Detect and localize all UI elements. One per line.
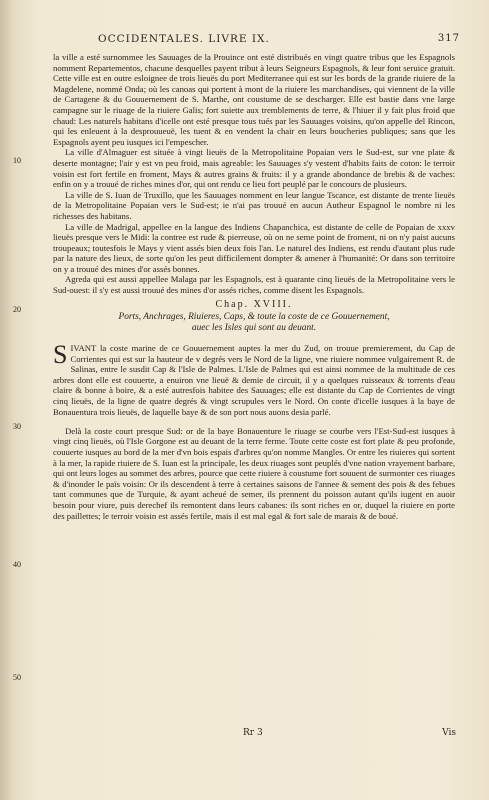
paragraph-truxillo <box>53 190 455 222</box>
running-header <box>40 33 460 47</box>
paragraph-text: La ville de S. Iuan de Truxillo, que les Sauuages nomment en leur langue Tscance, est distante de trente lieuës de la Metropolitaine Popaian vers le Sud-est; ie n'ai pas trouué en aucun Autheur Espagnol le nombre ni les richesses des habitans. <box>53 189 455 221</box>
chapter-title-line-2: auec les Isles qui sont au deuant. <box>191 323 317 334</box>
paragraph-text: La ville de Madrigal, appellee en la langue des Indiens Chapanchica, est distante de celle de Popaian de xxxv lieuës presque vers le Midi: la contree est rude & pierreuse, où on ne seme point de froment, ni on n'y paist aucuns troupeaux; toutesfois le Mays y vient assés bien deux fois l'an. Le naturel des Indiens, est rendu d'autant plus rude par la nature des lieux, de sorte qu'on les peut difficilement dompter & amener à l'humanité: Or dans son territoire on y a trouué des mines d'or assés bonnes. <box>53 221 455 274</box>
paragraph-text: IVANT la coste marine de ce Gouuernement auptes la mer du Zud, on trouue premierement, du Cap de Corrientes qui est sur la hauteur de v degrés vers le Nord de la ligne, vne riuiere nommee vulgairement R. de Salinas, entre le susdit Cap & l'Isle de Palmes. L'Isle de Palmes qui est ainsi nommee de la multitude de ces arbres dont elle est couuerte, a enuiron vne lieuë & demie de circuit, il y a quelques ruisseaux & torrents d'eau claire & bonne à boire, & a esté autresfois habitee des Sauuages; elle est distante du Cap de Corrientes de vingt cinq lieuës, de la ligne de quatre degrés & vingt scrupules vers le Nord. On conte d'icelle iusques à la baye de Bonauentura trois lieuës, de laquelle baye & de son port nous auons desia parlé. <box>53 342 455 417</box>
paragraph-agreda <box>53 274 455 295</box>
page-number: 317 <box>437 33 460 44</box>
drop-cap: S <box>53 339 68 369</box>
paragraph-madrigal <box>53 222 455 275</box>
page-footer <box>53 728 456 742</box>
paragraph-coast-continued <box>53 426 455 521</box>
catchword: Vis <box>442 728 456 738</box>
paragraph-text: Agreda qui est aussi appellee Malaga par les Espagnols, est à quarante cinq lieuës de la Metropolitaine vers le Sud-ouest: il s'y est aussi trouué des mines d'or assés riches, comme disent les Espagnols. <box>53 274 455 296</box>
margin-line-number: 10 <box>13 156 21 165</box>
chapter-title <box>53 312 455 334</box>
margin-line-number: 40 <box>13 560 21 569</box>
paragraph-text: Delà la coste court presque Sud: or de la baye Bonauenture le riuage se courbe vers l'Est-Sud-est iusques à vingt cinq lieuës, où l'Isle Gorgone est au deuant de la terre ferme. Toute cette coste est fort plate & peu profonde, couuerte iusques au bord de la mer d'vn bois espais d'arbres qu'on nomme Mangles. Or entre les riuieres qui sortent à la mer, la rapide riuiere de S. Iuan est la principale, les deux riuages sont peuplés d'vne nation vrayement barbare, qui ont leurs loges au sommet des arbres, pource que cette riuiere à coustume fort souuent de surmonter ces riuages & d'inonder le païs voisin: Or ils descendent à terre à certaines saisons de l'annee & sement des pois & des febues tant communes que de Turquie, & ayant acheué de semer, ils prennent du poisson autant qu'ils iugent en auoir besoin pour viure, puis derechef ils remontent dans leurs cabanes: ils sont riches en or, duquel la riuiere en porte des paillettes; le terroir voisin est assés fertile, mais il est mal egal & fort sale de marais & de boué. <box>53 425 455 521</box>
paragraph-text: La ville d'Almaguer est située à vingt lieuës de la Metropolitaine Popaian vers le Sud-est, sur vne plate & deserte montagne; l'air y est vn peu froid, mais agreable: les Sauuages s'y vestent d'habits faits de coton: le terroir voisin est fort fertile en froment, Mays & autres grains & fruits: il y a grande abondance de brebis & de vaches: enfin on y a trouué de riches mines d'or, qui ont rendu ce lieu fort peuplé par le concours de plusieurs. <box>53 147 455 190</box>
signature-mark: Rr 3 <box>243 728 263 738</box>
running-title: OCCIDENTALES. LIVRE IX. <box>98 33 270 45</box>
margin-line-number: 50 <box>13 673 21 682</box>
paragraph-text: la ville a esté surnommee les Sauuages de la Prouince ont esté distribués en vingt quatre tribus que les Espagnols nomment Repartementos, chacune desquelles payent tribut à leurs Seigneurs Espagnols, & leur font seruice gratuit. Cette ville est en outre esloignee de trois lieuës du port Mediterranee qui est sur les bords de la grande riuiere de la Magdelene, nommé Onda; où les canoas qui portent à mont de la riuiere les marchandises, qui viennent de la ville de Cartagene & du Gouuernement de S. Marthe, ont coustume de se descharger. Elle est bastie dans vne large campagne sur le riuage de la riuiere Galis; fort suiette aux tremblements de terre, & l'hiuer il y fait plus froid que chaud: Les naturels habitans d'icelle ont esté presque tous tués par les Sauuages voisins, qu'on appelle del Rincon, qui les enleuent à la desprouueuë, les tuent & en vendent la chair en leurs boucheries publiques; sans que les Espagnols ayent peu iusques ici l'empescher. <box>53 52 455 147</box>
chapter-label: Chap. XVIII. <box>215 298 293 310</box>
paragraph-bogota <box>53 52 455 147</box>
margin-line-number: 30 <box>13 422 21 431</box>
paragraph-coast <box>53 339 455 417</box>
paragraph-almaguer <box>53 147 455 189</box>
chapter-title-line-1: Ports, Anchrages, Riuieres, Caps, & toute la coste de ce Gouuernement, <box>118 312 390 323</box>
margin-line-number: 20 <box>13 305 21 314</box>
page-body <box>25 52 455 521</box>
